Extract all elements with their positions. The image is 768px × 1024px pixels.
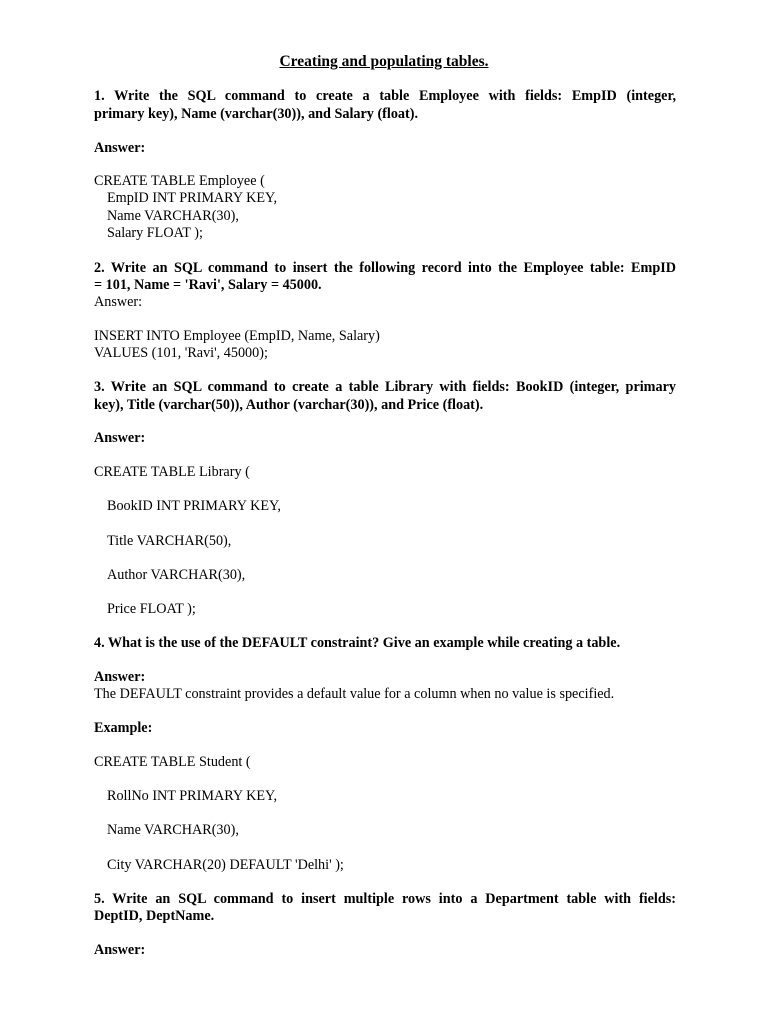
q4-question-line-1: 4. What is the use of the DEFAULT constraint? Give an example while creating a table. xyxy=(94,635,621,651)
q4-answer-label: Answer: xyxy=(94,669,146,685)
q3-answer-label: Answer: xyxy=(94,430,146,446)
q4-code-line: City VARCHAR(20) DEFAULT 'Delhi' ); xyxy=(107,857,344,873)
q2-answer-label: Answer: xyxy=(94,294,143,310)
q2-question-line-2: = 101, Name = 'Ravi', Salary = 45000. xyxy=(94,277,322,293)
q1-question-line-2: primary key), Name (varchar(30)), and Salary (float). xyxy=(94,106,419,122)
q2-code-line: VALUES (101, 'Ravi', 45000); xyxy=(94,345,268,361)
q1-question-line-1: 1. Write the SQL command to create a table Employee with fields: EmpID (integer, xyxy=(94,88,676,104)
q5-question-line-1: 5. Write an SQL command to insert multiple rows into a Department table with fields: xyxy=(94,891,676,907)
q3-question-line-2: key), Title (varchar(50)), Author (varchar(30)), and Price (float). xyxy=(94,397,484,413)
q4-example-label: Example: xyxy=(94,720,153,736)
q1-answer-label: Answer: xyxy=(94,140,146,156)
q5-answer-label: Answer: xyxy=(94,942,146,958)
q4-code-line: CREATE TABLE Student ( xyxy=(94,754,251,770)
q3-code-line: Title VARCHAR(50), xyxy=(107,533,232,549)
q5-question-line-2: DeptID, DeptName. xyxy=(94,908,215,924)
page-title: Creating and populating tables. xyxy=(279,53,489,70)
q4-code-line: RollNo INT PRIMARY KEY, xyxy=(107,788,278,804)
q4-code-line: Name VARCHAR(30), xyxy=(107,822,239,838)
q1-code-line: Salary FLOAT ); xyxy=(107,225,203,241)
q1-code-line: EmpID INT PRIMARY KEY, xyxy=(107,190,277,206)
q3-code-line: BookID INT PRIMARY KEY, xyxy=(107,498,281,514)
q1-code-line: Name VARCHAR(30), xyxy=(107,208,239,224)
q3-question-line-1: 3. Write an SQL command to create a table Library with fields: BookID (integer, primary xyxy=(94,379,676,395)
q4-answer-text: The DEFAULT constraint provides a default value for a column when no value is specified. xyxy=(94,686,615,702)
q3-code-line: Author VARCHAR(30), xyxy=(107,567,246,583)
q2-question-line-1: 2. Write an SQL command to insert the following record into the Employee table: EmpID xyxy=(94,260,676,276)
q1-code-line: CREATE TABLE Employee ( xyxy=(94,173,265,189)
q2-code-line: INSERT INTO Employee (EmpID, Name, Salary) xyxy=(94,328,380,344)
q3-code-line: CREATE TABLE Library ( xyxy=(94,464,250,480)
q3-code-line: Price FLOAT ); xyxy=(107,601,196,617)
